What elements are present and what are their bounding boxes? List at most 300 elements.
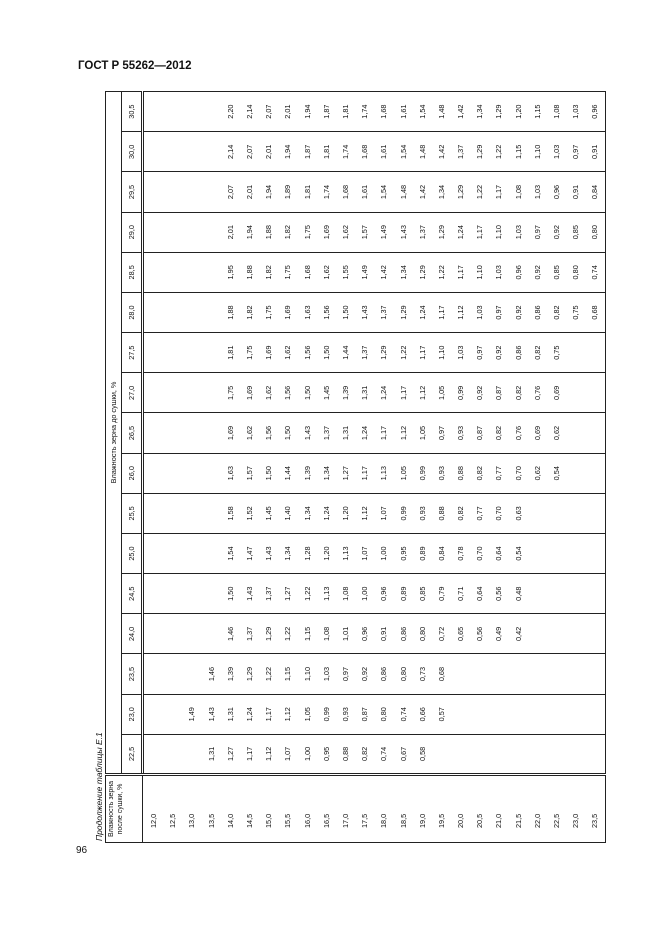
table-cell: 0,80 <box>374 694 393 734</box>
table-cell: 0,89 <box>413 533 432 573</box>
table-cell: 0,86 <box>509 333 528 373</box>
table-cell: 0,62 <box>547 413 566 453</box>
table-cell: 1,45 <box>317 373 336 413</box>
table-cell: 0,88 <box>336 734 355 774</box>
table-cell: 0,65 <box>451 614 470 654</box>
column-header: 27,5 <box>122 333 143 373</box>
table-cell: 1,44 <box>278 453 297 493</box>
table-cell: 1,12 <box>355 493 374 533</box>
table-cell: 0,93 <box>413 493 432 533</box>
table-cell <box>143 453 164 493</box>
table-cell: 1,39 <box>298 453 317 493</box>
column-header: 25,5 <box>122 493 143 533</box>
table-row <box>509 92 528 843</box>
table-cell: 1,08 <box>317 614 336 654</box>
table-cell: 0,97 <box>528 212 547 252</box>
table-cell: 0,92 <box>489 333 508 373</box>
table-cell <box>547 574 566 614</box>
table-cell <box>143 533 164 573</box>
table-cell: 1,03 <box>528 172 547 212</box>
table-cell: 1,45 <box>259 493 278 533</box>
row-label: 20,0 <box>451 775 470 843</box>
row-label: 14,0 <box>221 775 240 843</box>
column-header: 27,0 <box>122 373 143 413</box>
table-cell: 0,86 <box>374 654 393 694</box>
table-cell: 1,50 <box>278 413 297 453</box>
table-cell <box>143 212 164 252</box>
table-cell: 1,27 <box>278 574 297 614</box>
table-cell: 1,62 <box>317 252 336 292</box>
column-header: 29,0 <box>122 212 143 252</box>
table-cell: 1,81 <box>336 92 355 132</box>
row-label: 19,0 <box>413 775 432 843</box>
table-cell <box>566 493 585 533</box>
table-cell: 1,29 <box>259 614 278 654</box>
table-row <box>278 92 297 843</box>
table-cell <box>202 614 221 654</box>
table-cell <box>163 252 182 292</box>
table-cell <box>547 734 566 774</box>
table-cell: 1,05 <box>298 694 317 734</box>
table-cell <box>585 694 605 734</box>
table-cell: 1,89 <box>278 172 297 212</box>
row-label: 15,5 <box>278 775 297 843</box>
row-label: 23,5 <box>585 775 605 843</box>
table-cell: 0,42 <box>509 614 528 654</box>
table-cell <box>143 654 164 694</box>
table-cell <box>182 654 201 694</box>
table-cell: 0,74 <box>374 734 393 774</box>
table-cell <box>585 373 605 413</box>
table-cell: 1,31 <box>336 413 355 453</box>
table-cell: 0,97 <box>470 333 489 373</box>
table-cell: 1,10 <box>489 212 508 252</box>
table-cell: 1,29 <box>240 654 259 694</box>
table-cell: 1,22 <box>259 654 278 694</box>
table-cell: 0,99 <box>317 694 336 734</box>
table-row <box>298 92 317 843</box>
table-cell <box>528 574 547 614</box>
table-row <box>432 92 451 843</box>
table-cell: 1,12 <box>413 373 432 413</box>
table-cell <box>143 252 164 292</box>
table-cell: 0,99 <box>413 453 432 493</box>
table-cell: 1,17 <box>259 694 278 734</box>
table-cell: 1,12 <box>451 292 470 332</box>
table-cell: 1,15 <box>528 92 547 132</box>
table-cell <box>585 734 605 774</box>
table-cell: 0,67 <box>393 734 412 774</box>
table-cell <box>163 212 182 252</box>
table-cell: 0,82 <box>451 493 470 533</box>
table-cell: 0,92 <box>470 373 489 413</box>
table-cell: 1,54 <box>393 132 412 172</box>
table-cell: 0,56 <box>489 574 508 614</box>
table-cell: 1,48 <box>393 172 412 212</box>
table-cell <box>566 533 585 573</box>
table-cell: 1,49 <box>374 212 393 252</box>
table-cell <box>547 614 566 654</box>
table-cell: 1,68 <box>336 172 355 212</box>
header-row-columns <box>122 92 143 843</box>
table-cell <box>182 413 201 453</box>
table-cell: 1,39 <box>221 654 240 694</box>
table-caption: Продолжение таблицы Е.1 <box>94 732 104 841</box>
table-cell: 1,47 <box>240 533 259 573</box>
table-cell: 1,43 <box>298 413 317 453</box>
table-cell <box>163 373 182 413</box>
table-cell <box>202 92 221 132</box>
table-cell: 1,56 <box>278 373 297 413</box>
table-cell: 1,88 <box>221 292 240 332</box>
table-cell: 1,50 <box>221 574 240 614</box>
table-cell: 1,69 <box>240 373 259 413</box>
table-cell: 1,61 <box>355 172 374 212</box>
table-cell: 1,34 <box>278 533 297 573</box>
table-cell <box>585 413 605 453</box>
table-cell: 1,20 <box>509 92 528 132</box>
table-cell: 1,37 <box>451 132 470 172</box>
row-label: 16,0 <box>298 775 317 843</box>
table-cell: 1,24 <box>317 493 336 533</box>
table-cell <box>202 132 221 172</box>
table-cell <box>451 734 470 774</box>
table-cell: 1,69 <box>259 333 278 373</box>
table-cell: 0,62 <box>528 453 547 493</box>
table-cell <box>182 614 201 654</box>
table-cell <box>143 333 164 373</box>
table-cell: 1,94 <box>278 132 297 172</box>
table-cell: 1,03 <box>489 252 508 292</box>
table-cell: 0,69 <box>547 373 566 413</box>
table-cell <box>163 292 182 332</box>
row-label: 21,0 <box>489 775 508 843</box>
table-cell: 1,24 <box>451 212 470 252</box>
table-cell <box>202 413 221 453</box>
table-cell: 0,92 <box>528 252 547 292</box>
table-cell: 1,27 <box>336 453 355 493</box>
table-cell: 1,22 <box>489 132 508 172</box>
table-cell <box>163 333 182 373</box>
table-cell: 0,64 <box>470 574 489 614</box>
table-cell <box>202 292 221 332</box>
table-cell: 0,96 <box>374 574 393 614</box>
table-cell: 0,66 <box>413 694 432 734</box>
table-row <box>355 92 374 843</box>
table-cell <box>528 734 547 774</box>
table-cell: 1,22 <box>298 574 317 614</box>
table-cell: 1,75 <box>298 212 317 252</box>
table-cell: 2,07 <box>259 92 278 132</box>
table-cell: 0,54 <box>547 453 566 493</box>
table-cell <box>566 734 585 774</box>
column-header: 30,0 <box>122 132 143 172</box>
table-cell: 1,81 <box>298 172 317 212</box>
table-cell: 1,39 <box>336 373 355 413</box>
table-cell <box>528 533 547 573</box>
table-cell: 1,75 <box>278 252 297 292</box>
table-cell: 0,80 <box>393 654 412 694</box>
table-cell <box>163 172 182 212</box>
table-cell: 0,49 <box>489 614 508 654</box>
table-cell: 2,07 <box>221 172 240 212</box>
table-cell: 1,42 <box>451 92 470 132</box>
table-cell: 1,43 <box>355 292 374 332</box>
table-cell <box>566 574 585 614</box>
table-cell: 0,96 <box>355 614 374 654</box>
table-cell: 0,75 <box>547 333 566 373</box>
table-cell <box>143 373 164 413</box>
row-label: 17,5 <box>355 775 374 843</box>
table-row <box>374 92 393 843</box>
table-cell <box>163 413 182 453</box>
table-cell <box>470 734 489 774</box>
table-cell: 1,24 <box>355 413 374 453</box>
table-row <box>221 92 240 843</box>
table-cell: 0,68 <box>585 292 605 332</box>
table-cell <box>143 132 164 172</box>
table-cell <box>143 493 164 533</box>
table-cell <box>182 292 201 332</box>
table-cell: 1,82 <box>240 292 259 332</box>
table-cell: 1,29 <box>374 333 393 373</box>
table-cell: 1,61 <box>393 92 412 132</box>
column-header: 26,0 <box>122 453 143 493</box>
column-header: 28,0 <box>122 292 143 332</box>
table-cell: 1,05 <box>413 413 432 453</box>
table-cell <box>547 654 566 694</box>
table-cell <box>566 654 585 694</box>
table-cell <box>432 734 451 774</box>
row-label: 14,5 <box>240 775 259 843</box>
table-cell <box>182 333 201 373</box>
table-cell <box>509 734 528 774</box>
table-cell <box>489 734 508 774</box>
table-row <box>336 92 355 843</box>
table-cell <box>182 172 201 212</box>
table-cell <box>182 252 201 292</box>
column-header: 24,5 <box>122 574 143 614</box>
table-cell: 1,34 <box>317 453 336 493</box>
table-cell: 0,70 <box>509 453 528 493</box>
table-cell <box>143 694 164 734</box>
row-label: 17,0 <box>336 775 355 843</box>
table-cell <box>566 373 585 413</box>
table-cell: 1,46 <box>221 614 240 654</box>
table-cell: 1,12 <box>393 413 412 453</box>
table-cell: 0,82 <box>470 453 489 493</box>
table-cell: 1,08 <box>547 92 566 132</box>
table-cell <box>182 212 201 252</box>
table-cell: 1,17 <box>451 252 470 292</box>
table-cell: 0,48 <box>509 574 528 614</box>
table-cell: 1,24 <box>374 373 393 413</box>
table-cell <box>143 92 164 132</box>
table-cell <box>182 132 201 172</box>
table-cell: 0,86 <box>393 614 412 654</box>
table-cell <box>509 654 528 694</box>
table-cell: 0,85 <box>566 212 585 252</box>
table-cell: 1,75 <box>221 373 240 413</box>
table-cell <box>547 493 566 533</box>
row-label: 13,0 <box>182 775 201 843</box>
table-cell: 0,71 <box>451 574 470 614</box>
table-cell: 0,80 <box>413 614 432 654</box>
header-row-group <box>106 92 122 843</box>
table-cell: 1,50 <box>259 453 278 493</box>
table-cell <box>547 694 566 734</box>
table-cell <box>143 172 164 212</box>
table-cell: 0,72 <box>432 614 451 654</box>
table-cell <box>143 734 164 774</box>
table-cell: 1,24 <box>240 694 259 734</box>
table-cell: 1,87 <box>317 92 336 132</box>
table-cell: 0,87 <box>355 694 374 734</box>
table-cell: 1,58 <box>221 493 240 533</box>
table-cell <box>182 574 201 614</box>
table-cell: 1,13 <box>317 574 336 614</box>
column-group-header: Влажность зерна до сушки, % <box>106 92 122 775</box>
table-cell: 1,54 <box>374 172 393 212</box>
row-label: 20,5 <box>470 775 489 843</box>
table-cell: 1,17 <box>432 292 451 332</box>
table-row <box>182 92 201 843</box>
table-cell: 0,82 <box>489 413 508 453</box>
table-cell: 1,17 <box>470 212 489 252</box>
table-cell: 1,69 <box>278 292 297 332</box>
table-cell: 1,54 <box>221 533 240 573</box>
table-cell: 1,56 <box>317 292 336 332</box>
table-cell <box>143 292 164 332</box>
column-header: 23,0 <box>122 694 143 734</box>
table-cell: 1,31 <box>202 734 221 774</box>
row-label: 23,0 <box>566 775 585 843</box>
table-cell <box>143 574 164 614</box>
table-cell: 1,00 <box>355 574 374 614</box>
table-cell: 1,03 <box>566 92 585 132</box>
table-cell: 1,43 <box>202 694 221 734</box>
table-cell: 1,12 <box>278 694 297 734</box>
table-cell: 1,22 <box>470 172 489 212</box>
moisture-loss-table <box>105 91 606 843</box>
table-cell: 2,01 <box>259 132 278 172</box>
table-cell: 1,37 <box>317 413 336 453</box>
table-cell: 0,74 <box>585 252 605 292</box>
table-cell <box>202 493 221 533</box>
column-header: 25,0 <box>122 533 143 573</box>
table-row <box>547 92 566 843</box>
table-cell <box>163 533 182 573</box>
table-cell: 1,56 <box>259 413 278 453</box>
table-cell: 1,08 <box>509 172 528 212</box>
table-cell: 1,46 <box>202 654 221 694</box>
table-cell <box>202 453 221 493</box>
table-cell: 0,91 <box>374 614 393 654</box>
row-label: 22,5 <box>547 775 566 843</box>
table-cell: 1,63 <box>298 292 317 332</box>
table-cell: 1,69 <box>221 413 240 453</box>
document-code: ГОСТ Р 55262—2012 <box>78 60 192 72</box>
table-cell: 1,00 <box>298 734 317 774</box>
table-cell: 2,14 <box>221 132 240 172</box>
table-cell: 0,76 <box>509 413 528 453</box>
table-row <box>202 92 221 843</box>
table-cell: 1,05 <box>393 453 412 493</box>
table-cell: 1,62 <box>240 413 259 453</box>
table-cell: 0,88 <box>432 493 451 533</box>
table-cell: 1,82 <box>278 212 297 252</box>
table-cell <box>489 654 508 694</box>
table-cell: 1,03 <box>509 212 528 252</box>
table-cell: 1,29 <box>470 132 489 172</box>
table-cell: 1,42 <box>413 172 432 212</box>
table-cell: 1,44 <box>336 333 355 373</box>
table-cell: 1,10 <box>470 252 489 292</box>
table-cell: 1,22 <box>432 252 451 292</box>
table-cell: 1,07 <box>278 734 297 774</box>
column-header: 22,5 <box>122 734 143 774</box>
table-cell: 1,62 <box>336 212 355 252</box>
table-cell: 0,92 <box>355 654 374 694</box>
table-cell: 0,69 <box>528 413 547 453</box>
table-cell: 1,34 <box>298 493 317 533</box>
table-cell <box>489 694 508 734</box>
table-cell: 1,42 <box>374 252 393 292</box>
table-cell: 1,22 <box>278 614 297 654</box>
table-cell: 1,37 <box>374 292 393 332</box>
table-cell: 1,17 <box>393 373 412 413</box>
table-cell: 1,49 <box>182 694 201 734</box>
page-number: 96 <box>76 845 88 856</box>
table-cell: 0,99 <box>451 373 470 413</box>
table-cell: 0,93 <box>432 453 451 493</box>
table-cell: 2,20 <box>221 92 240 132</box>
table-cell: 1,28 <box>298 533 317 573</box>
table-row <box>585 92 605 843</box>
table-cell <box>182 734 201 774</box>
table-cell <box>566 453 585 493</box>
table-cell <box>509 694 528 734</box>
table-cell: 0,82 <box>355 734 374 774</box>
table-cell: 1,75 <box>240 333 259 373</box>
table-cell <box>566 333 585 373</box>
table-cell: 1,12 <box>259 734 278 774</box>
table-cell: 1,22 <box>393 333 412 373</box>
table-cell <box>163 132 182 172</box>
table-cell <box>528 694 547 734</box>
table-cell: 1,94 <box>298 92 317 132</box>
table-cell: 0,95 <box>317 734 336 774</box>
table-row <box>393 92 412 843</box>
table-cell: 0,70 <box>489 493 508 533</box>
table-cell: 1,37 <box>355 333 374 373</box>
table-cell <box>202 574 221 614</box>
table-cell: 1,29 <box>413 252 432 292</box>
table-row <box>566 92 585 843</box>
table-cell: 0,76 <box>528 373 547 413</box>
table-cell <box>163 694 182 734</box>
table-cell: 2,14 <box>240 92 259 132</box>
table-cell: 0,64 <box>489 533 508 573</box>
table-cell: 1,62 <box>259 373 278 413</box>
table-cell: 0,99 <box>393 493 412 533</box>
table-cell: 1,17 <box>374 413 393 453</box>
table-cell: 0,96 <box>509 252 528 292</box>
table-cell <box>163 493 182 533</box>
table-cell <box>202 212 221 252</box>
table-cell: 1,15 <box>278 654 297 694</box>
table-cell: 0,82 <box>509 373 528 413</box>
